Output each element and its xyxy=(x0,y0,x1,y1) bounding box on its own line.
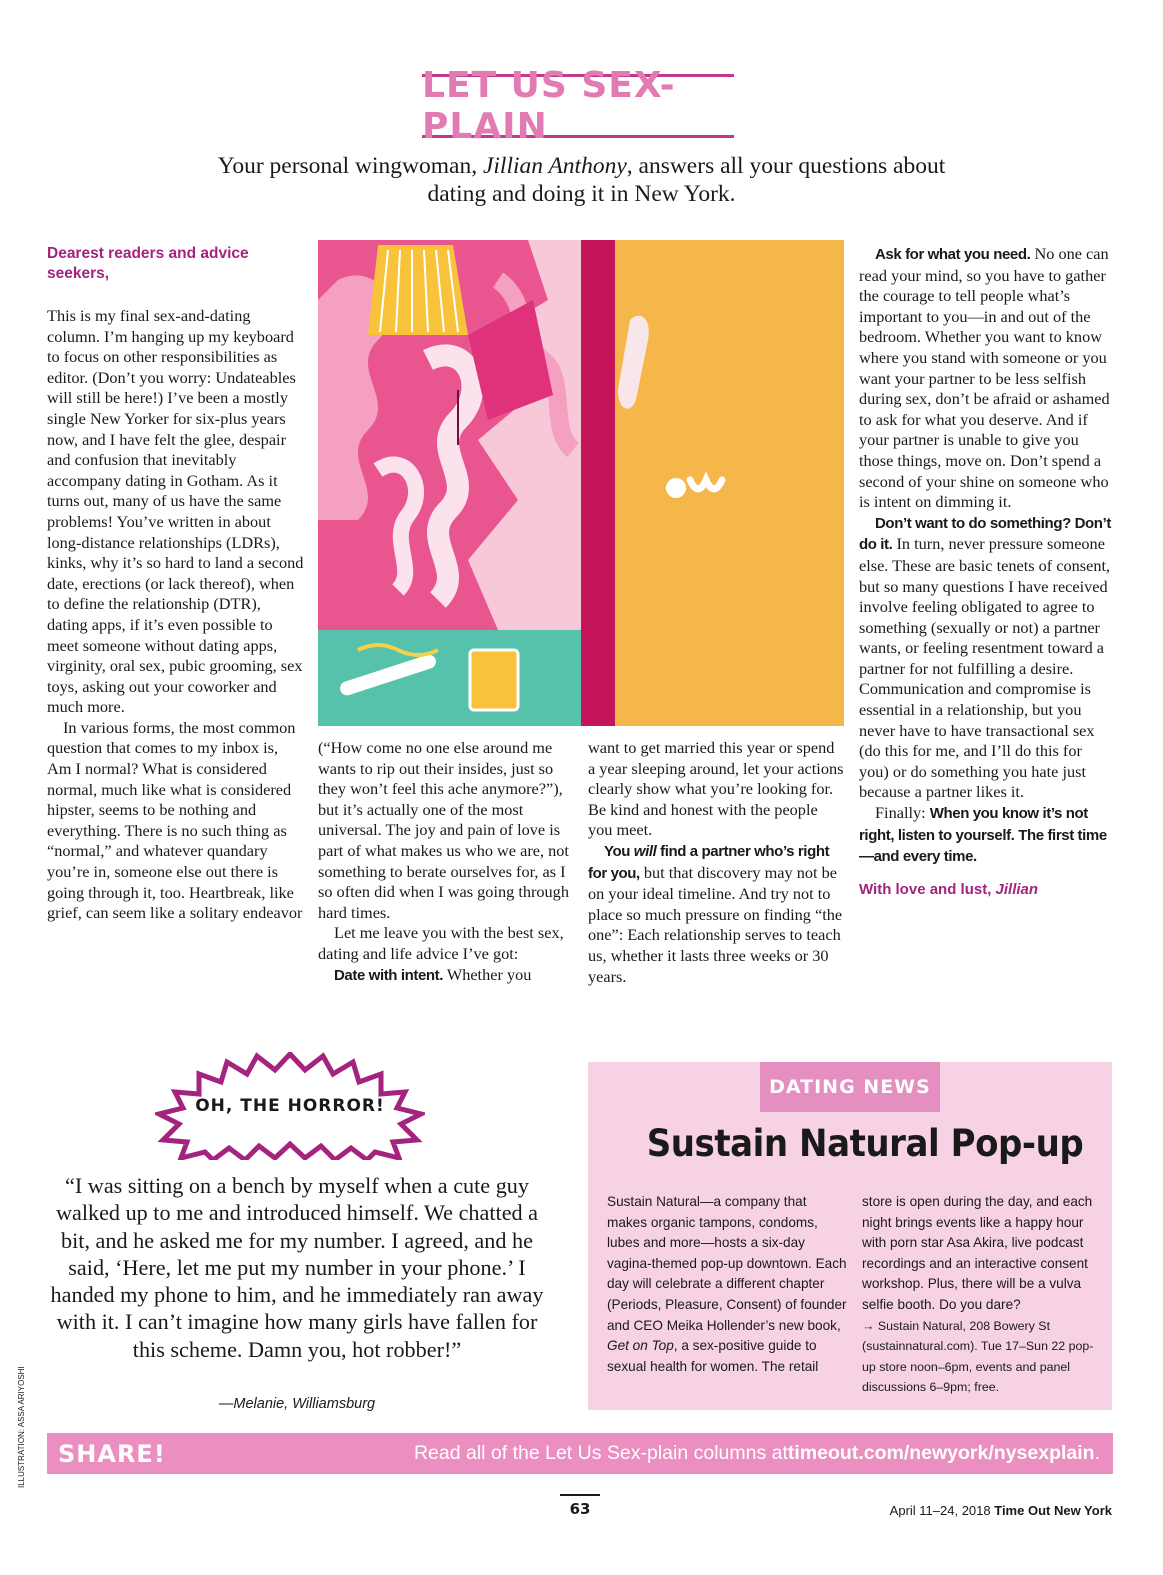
page-number-rule xyxy=(560,1494,600,1496)
share-link[interactable]: timeout.com/newyork/nysexplain xyxy=(787,1442,1095,1464)
book-title: Get on Top xyxy=(607,1338,674,1354)
quote-attribution: —Melanie, Williamsburg xyxy=(218,1396,376,1412)
paragraph-7 xyxy=(859,513,1113,803)
column-3 xyxy=(588,738,844,987)
dating-news-tag: DATING NEWS xyxy=(760,1062,940,1112)
author-name: Jillian Anthony xyxy=(482,153,627,179)
paragraph-8 xyxy=(859,803,1113,868)
footer-issue-info: April 11–24, 2018 Time Out New York xyxy=(889,1503,1112,1518)
news-event-info: → Sustain Natural, 208 Bowery St (sustainnatural.com). Tue 17–Sun 22 pop-up store noon–6pm, events and panel discussions 6–9pm; free. xyxy=(862,1318,1094,1395)
news-body-col-1: Sustain Natural—a company that makes organic tampons, condoms, lubes and more—hosts a six-day vagina-themed pop-up downtown. Each day will celebrate a different chapter (Periods, Pleasure, Consent) of founder and CEO Meika Hollender’s new book, Get on Top, a sex-positive guide to sexual health for women. The retail xyxy=(607,1194,847,1374)
page-title: LET US SEX-PLAIN xyxy=(422,65,676,147)
signoff-name: Jillian xyxy=(995,880,1039,898)
tip-1-lead: Date with intent. xyxy=(334,966,444,984)
paragraph-4 xyxy=(318,965,573,987)
paragraph-1: This is my final sex-and-dating column. I’m hanging up my keyboard to focus on other responsibilities as editor. (Don’t you worry: Undateables will still be here!) I’ve been a mostly single New Yorker for six-plus years now, and I have felt the glee, despair and confusion that inevitably accompany dating in Gotham. As it turns out, many of us have the same problems! You’ve written in about long-distance relationships (LDRs), kinks, why it’s so hard to land a second date, erections (or lack thereof), when to define the relationship (DTR), dating apps, if it’s even possible to meet someone without dating apps, virginity, oral sex, pubic grooming, sex toys, asking out your coworker and much more. xyxy=(47,306,304,717)
subtitle xyxy=(200,152,963,208)
paragraph-6 xyxy=(859,244,1113,513)
tip-2-lead: You will find a partner who’s right for you, xyxy=(588,842,830,882)
illustration-credit xyxy=(14,1358,28,1488)
signoff: With love and lust, Jillian xyxy=(859,880,1039,898)
paragraph-2: In various forms, the most common question that comes to my inbox is, Am I normal? What is considered normal, much like what is considered hipster, seems to be nothing and everything. There is no such thing as “normal,” and whatever quandary you’re in, someone else out there is going through it, too. Heartbreak, like grief, can seem like a solitary endeavor xyxy=(47,717,303,923)
subtitle-post: , answers all your questions about dating and doing it in New York. xyxy=(427,153,946,207)
headline-box xyxy=(422,65,734,147)
paragraph-8-pre: Finally: xyxy=(875,803,930,823)
column-1 xyxy=(47,244,305,924)
illustration xyxy=(318,240,844,726)
paragraph-7-text: In turn, never pressure someone else. These are basic tenets of consent, but so many questions I have received involve feeling obligated to agree to something (sexually or not) a partner wants, or feeling resentment toward a partner for not fulfilling a desire. Communication and compromise is essential in a relationship, but you never have to have transactional sex (do this for me, and I’ll do this for you) or do something you hate just because a partner likes it. xyxy=(859,534,1111,802)
share-label: SHARE! xyxy=(58,1439,166,1468)
column-2 xyxy=(318,738,573,986)
paragraph-5-text: but that discovery may not be on your ideal timeline. And try not to place so much pressure on finding “the one”: Each relationship serves to teach us, whether it lasts three weeks or 30 years. xyxy=(588,862,843,986)
paragraph-2-continued: (“How come no one else around me wants to rip out their insides, just so they won’t feel this ache anymore?”), but it’s actually one of the most universal. The joy and pain of love is part of what makes us who we are, not something to berate ourselves for, as I so often did when I was going through hard times. xyxy=(318,738,569,922)
news-headline: Sustain Natural Pop-up xyxy=(646,1122,1084,1165)
horror-label: OH, THE HORROR! xyxy=(195,1096,385,1116)
publication-name: Time Out New York xyxy=(994,1503,1112,1518)
greeting: Dearest readers and advice seekers, xyxy=(47,245,249,282)
svg-text:ILLUSTRATION: ASSA ARIYOSHI: ILLUSTRATION: ASSA ARIYOSHI xyxy=(17,1366,26,1488)
page-number: 63 xyxy=(569,1500,591,1518)
paragraph-4-text: Whether you xyxy=(443,964,532,984)
news-body-col-2 xyxy=(862,1192,1102,1398)
column-4 xyxy=(859,244,1113,900)
news-body-continued: store is open during the day, and each night brings events like a happy hour with porn star Asa Akira, live podcast recordings and an interactive consent workshop. Plus, there will be a vulva selfie booth. Do you dare? xyxy=(862,1194,1093,1312)
subtitle-pre: Your personal wingwoman, xyxy=(217,153,483,179)
tip-5-lead: When you know it’s not right, listen to yourself. The first time—and every time. xyxy=(859,805,1107,866)
paragraph-6-text: No one can read your mind, so you have to gather the courage to tell people what’s important to you—in and out of the bedroom. Whether you want to know where you stand with someone or you want your partner to be less selfish during sex, don’t be afraid or ashamed to ask for what you deserve. And if your partner is unable to give you those things, move on. Don’t spend a second of your shine on someone who is intent on dimming it. xyxy=(859,244,1110,512)
share-text: Read all of the Let Us Sex-plain columns at timeout.com/newyork/nysexplain . xyxy=(413,1442,1100,1464)
paragraph-4-continued: want to get married this year or spend a year sleeping around, let your actions clearly show what you’re looking for. Be kind and honest with the people you meet. xyxy=(588,738,844,840)
tip-4-lead: Don’t want to do something? Don’t do it. xyxy=(859,514,1111,554)
tip-3-lead: Ask for what you need. xyxy=(875,246,1031,263)
horror-quote: “I was sitting on a bench by myself when a cute guy walked up to me and introduced himself. We chatted a bit, and he asked me for my number. I agreed, and he said, ‘Here, let me put my number in your phone.’ I handed my phone to him, and he immediately ran away with it. I can’t imagine how many girls have fallen for this scheme. Damn you, hot robber!” xyxy=(50,1173,544,1362)
paragraph-3: Let me leave you with the best sex, dating and life advice I’ve got: xyxy=(318,923,564,963)
paragraph-5 xyxy=(588,841,844,987)
